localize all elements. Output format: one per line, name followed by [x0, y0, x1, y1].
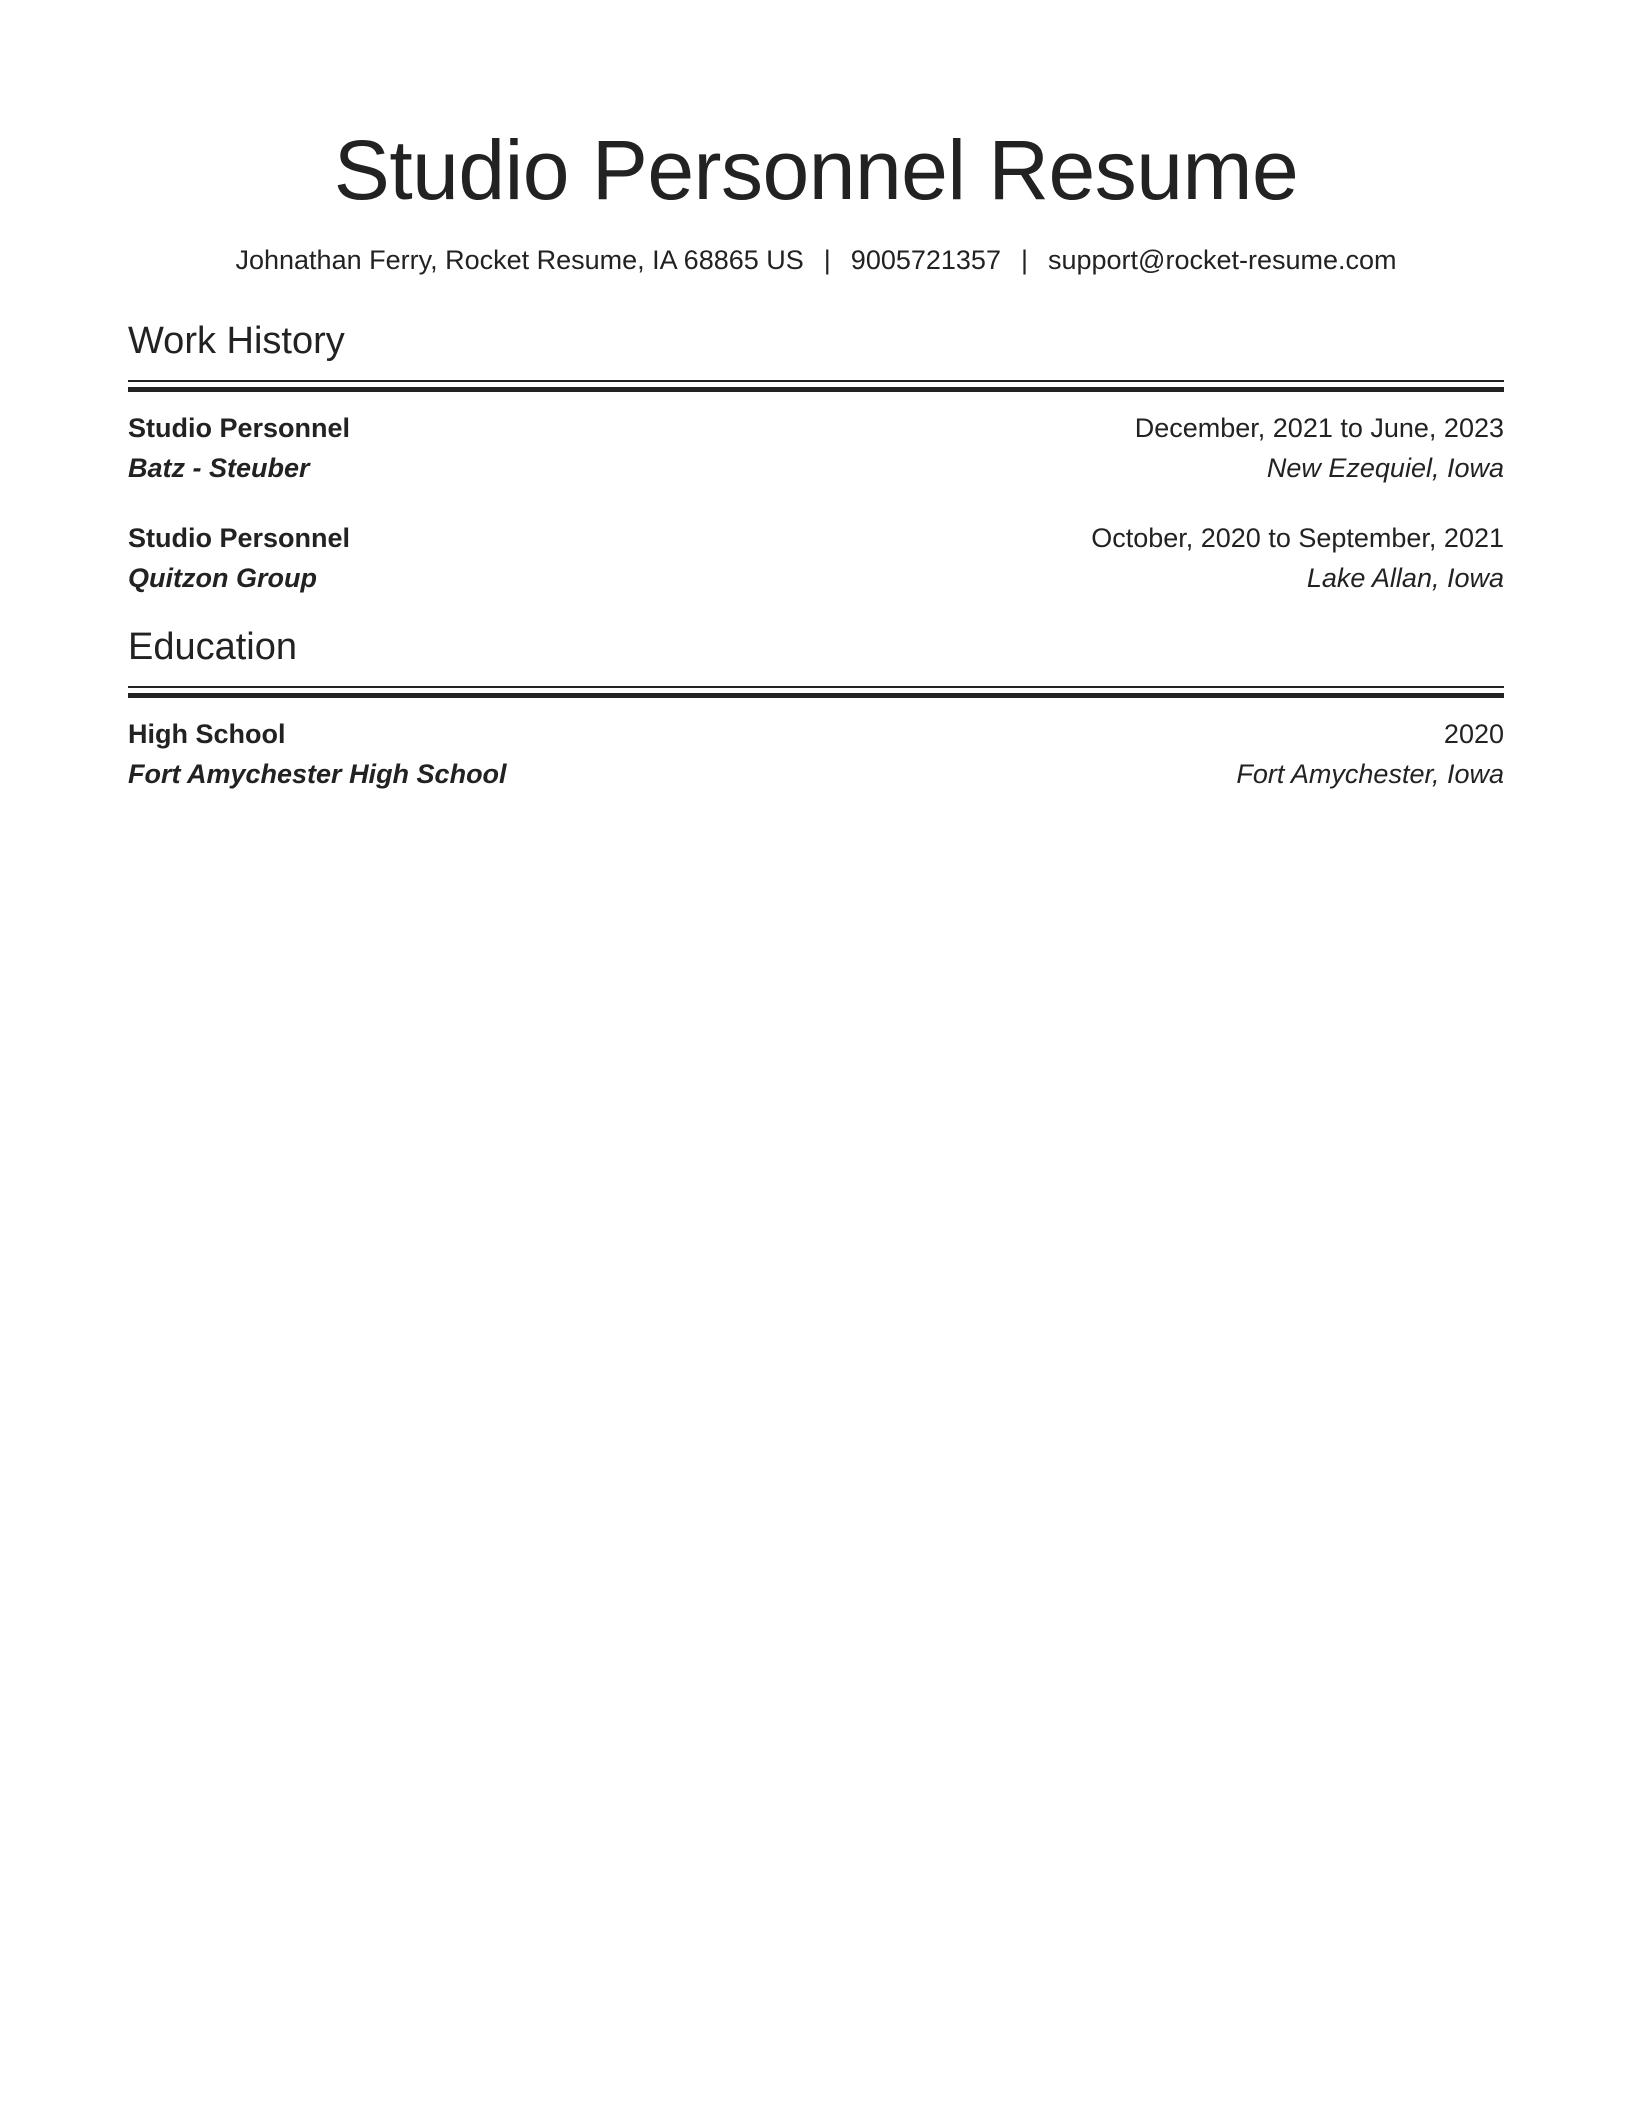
job-title: Studio Personnel — [128, 413, 351, 443]
school-name: Fort Amychester High School — [128, 759, 507, 789]
section-divider — [128, 380, 1504, 392]
contact-line — [128, 242, 1504, 278]
employer-name: Quitzon Group — [128, 563, 317, 593]
job-dates: October, 2020 to September, 2021 — [1091, 523, 1504, 553]
contact-separator: | — [1020, 245, 1028, 275]
work-entry-subheader — [128, 558, 1504, 598]
education-section — [128, 624, 1504, 794]
school-location: Fort Amychester, Iowa — [1236, 759, 1504, 789]
section-heading-work-history: Work History — [128, 320, 345, 362]
education-entry — [128, 714, 1504, 794]
work-history-section — [128, 318, 1504, 598]
education-entry-subheader — [128, 754, 1504, 794]
job-location: Lake Allan, Iowa — [1306, 563, 1504, 593]
contact-address: Johnathan Ferry, Rocket Resume, IA 68865 US — [235, 245, 804, 275]
document-title: Studio Personnel Resume — [333, 123, 1299, 217]
contact-separator: | — [823, 245, 831, 275]
work-entry — [128, 518, 1504, 598]
graduation-year: 2020 — [1443, 719, 1504, 749]
job-location: New Ezequiel, Iowa — [1266, 453, 1504, 483]
employer-name: Batz - Steuber — [128, 453, 310, 483]
work-entry-header — [128, 518, 1504, 558]
contact-phone: 9005721357 — [850, 245, 1001, 275]
contact-email: support@rocket-resume.com — [1047, 245, 1397, 275]
degree-title: High School — [128, 719, 286, 749]
section-divider — [128, 686, 1504, 698]
job-dates: December, 2021 to June, 2023 — [1134, 413, 1504, 443]
job-title: Studio Personnel — [128, 523, 351, 553]
education-entry-header — [128, 714, 1504, 754]
section-heading-education: Education — [128, 626, 298, 668]
work-entry-subheader — [128, 448, 1504, 488]
work-entry-header — [128, 408, 1504, 448]
work-entry — [128, 408, 1504, 488]
